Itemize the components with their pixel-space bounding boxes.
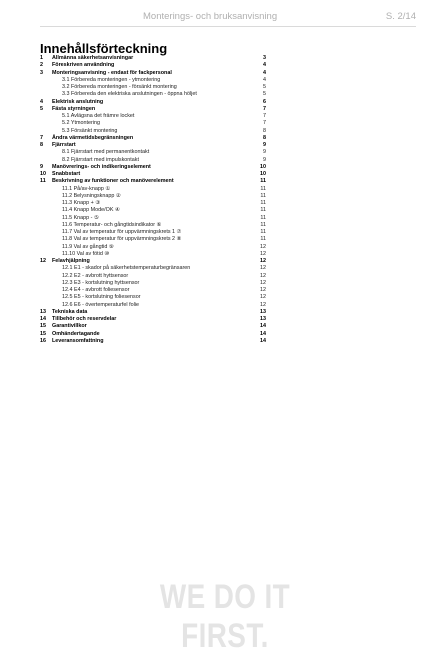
toc-entry[interactable]	[40, 70, 266, 77]
toc-entry-page: 12	[260, 265, 266, 272]
toc-entry-page: 5	[263, 91, 266, 98]
document-title: Monterings- och bruksanvisning	[143, 11, 278, 22]
toc-entry-page: 7	[263, 120, 266, 127]
toc-entry-number: 13	[40, 308, 46, 315]
toc-entry-page: 11	[260, 207, 266, 214]
toc-entry[interactable]	[40, 55, 266, 62]
toc-entry-title: 11.10 Val av fötid ⑩	[62, 250, 110, 257]
toc-entry-title: Tekniska data	[52, 308, 88, 315]
toc-entry-title: 11.1 På/av-knapp ①	[62, 185, 111, 192]
toc-entry-number: 10	[40, 171, 46, 177]
toc-entry-title: 8.2 Fjärrstart med impulskontakt	[62, 156, 139, 163]
toc-entry-page: 11	[260, 200, 266, 206]
toc-subentry[interactable]	[40, 222, 266, 229]
toc-entry-title: Garantivillkor	[52, 323, 87, 330]
toc-entry[interactable]	[40, 171, 266, 178]
toc-entry-title: 12.2 E2 - avbrott hyttsensor	[62, 272, 129, 279]
toc-subentry[interactable]	[40, 186, 266, 193]
toc-entry-title: 11.6 Temperatur- och gångtidsindikator ⑥	[62, 221, 162, 228]
toc-subentry[interactable]	[40, 229, 266, 236]
table-of-contents	[40, 55, 266, 345]
toc-entry-page: 12	[260, 243, 266, 250]
toc-entry-page: 11	[260, 236, 266, 243]
brand-slogan: WE DO IT FIRST.	[159, 578, 291, 655]
toc-entry-number: 15	[40, 323, 46, 330]
toc-entry[interactable]	[40, 178, 266, 185]
toc-entry-title: 11.9 Val av gångtid ⑨	[62, 243, 114, 250]
toc-entry-page: 5	[263, 84, 266, 90]
toc-entry-page: 14	[260, 323, 266, 330]
toc-entry-title: 5.1 Avlägsna det främre locket	[62, 113, 135, 119]
toc-entry-title: 11.5 Knapp - ⑤	[62, 214, 99, 221]
toc-entry-page: 4	[263, 69, 266, 76]
toc-subentry[interactable]	[40, 149, 266, 156]
toc-entry-title: 12.1 E1 - skador på säkerhetstemperaturbegränsaren	[62, 265, 191, 272]
toc-entry-number: 15	[40, 330, 46, 337]
toc-subentry[interactable]	[40, 120, 266, 127]
toc-entry-page: 10	[260, 171, 266, 177]
toc-entry-title: 12.3 E3 - kortslutning hyttsensor	[62, 279, 140, 286]
toc-entry-page: 4	[263, 76, 266, 83]
toc-heading: Innehållsförteckning	[40, 41, 168, 56]
toc-entry-title: Snabbstart	[52, 171, 81, 177]
toc-entry-page: 13	[260, 308, 266, 315]
toc-entry-page: 12	[260, 258, 266, 264]
toc-subentry[interactable]	[40, 215, 266, 222]
page-header	[0, 8, 446, 22]
toc-entry-title: 3.1 Förbereda monteringen - ytmontering	[62, 76, 161, 83]
toc-entry-title: 12.6 E6 - övertemperaturfel folie	[62, 301, 140, 308]
toc-entry-title: Beskrivning av funktioner och manöverelement	[52, 178, 174, 185]
toc-entry-page: 9	[263, 142, 266, 148]
toc-subentry[interactable]	[40, 294, 266, 301]
toc-entry-number: 1	[40, 55, 43, 61]
toc-entry[interactable]	[40, 309, 266, 316]
toc-entry-page: 12	[260, 272, 266, 279]
toc-subentry[interactable]	[40, 157, 266, 164]
toc-entry-page: 6	[263, 98, 266, 105]
toc-entry-title: Manövrerings- och indikeringselement	[52, 163, 151, 170]
toc-subentry[interactable]	[40, 244, 266, 251]
toc-entry-title: Elektrisk anslutning	[52, 98, 104, 105]
toc-entry-number: 14	[40, 316, 46, 322]
toc-entry-title: Fästa styrningen	[52, 105, 96, 112]
toc-entry[interactable]	[40, 316, 266, 323]
toc-entry-title: 5.2 Ytmontering	[62, 120, 100, 127]
toc-entry[interactable]	[40, 338, 266, 345]
toc-entry-number: 8	[40, 142, 43, 148]
toc-subentry[interactable]	[40, 280, 266, 287]
toc-entry-number: 16	[40, 337, 46, 344]
toc-entry-number: 2	[40, 62, 43, 69]
toc-entry-title: Allmänna säkerhetsanvisningar	[52, 55, 134, 61]
toc-entry-page: 7	[263, 105, 266, 112]
toc-entry-page: 12	[260, 287, 266, 293]
toc-entry-page: 11	[260, 221, 266, 228]
toc-subentry[interactable]	[40, 77, 266, 84]
toc-entry-page: 12	[260, 250, 266, 257]
toc-entry-title: 5.3 Försänkt montering	[62, 127, 118, 134]
toc-entry-page: 9	[263, 156, 266, 163]
toc-entry-title: Ändra värmetidsbegränsningen	[52, 134, 134, 141]
toc-entry-number: 12	[40, 258, 46, 264]
toc-entry-page: 10	[260, 163, 266, 170]
toc-subentry[interactable]	[40, 128, 266, 135]
toc-entry-page: 11	[260, 185, 266, 192]
toc-entry-page: 12	[260, 301, 266, 308]
toc-entry-title: 3.3 Förbereda den elektriska anslutningen - öppna höljet	[62, 91, 197, 98]
toc-entry-page: 4	[263, 62, 266, 69]
toc-subentry[interactable]	[40, 91, 266, 98]
toc-entry-page: 8	[263, 134, 266, 141]
toc-entry-title: Felavhjälpning	[52, 258, 90, 264]
toc-entry-title: Föreskriven användning	[52, 62, 115, 69]
toc-subentry[interactable]	[40, 302, 266, 309]
toc-entry-title: 11.2 Belysningsknapp ②	[62, 192, 121, 199]
toc-entry-title: 11.7 Val av temperatur för uppvärmningskrets 1 ⑦	[62, 229, 182, 235]
toc-entry[interactable]	[40, 99, 266, 106]
toc-entry-number: 11	[40, 178, 46, 185]
toc-entry[interactable]	[40, 164, 266, 171]
toc-entry-title: Omhändertagande	[52, 330, 100, 337]
toc-entry-title: Monteringsanvisning - endast för fackpersonal	[52, 69, 172, 76]
toc-entry-page: 14	[260, 330, 266, 337]
toc-subentry[interactable]	[40, 193, 266, 200]
toc-subentry[interactable]	[40, 236, 266, 243]
page-number: S. 2/14	[385, 11, 416, 22]
toc-subentry[interactable]	[40, 200, 266, 207]
toc-entry-number: 7	[40, 134, 43, 141]
toc-entry-title: 11.4 Knapp Mode/OK ④	[62, 207, 120, 214]
toc-entry-title: Leveransomfattning	[52, 337, 104, 344]
toc-entry-page: 7	[263, 113, 266, 119]
header-divider	[40, 26, 416, 27]
toc-subentry[interactable]	[40, 84, 266, 91]
toc-entry[interactable]	[40, 331, 266, 338]
toc-entry-page: 11	[260, 192, 266, 199]
toc-entry-number: 4	[40, 98, 43, 105]
toc-entry-title: 8.1 Fjärrstart med permanentkontakt	[62, 149, 150, 156]
toc-entry[interactable]	[40, 106, 266, 113]
toc-entry-page: 3	[263, 55, 266, 61]
toc-subentry[interactable]	[40, 273, 266, 280]
toc-subentry[interactable]	[40, 265, 266, 272]
toc-entry-title: 12.4 E4 - avbrott foliesensor	[62, 287, 130, 293]
toc-entry[interactable]	[40, 135, 266, 142]
toc-entry-title: 3.2 Förbereda monteringen - försänkt montering	[62, 84, 177, 90]
toc-entry-page: 11	[260, 178, 266, 185]
toc-entry-number: 9	[40, 163, 43, 170]
toc-entry-page: 12	[260, 279, 266, 286]
toc-entry-page: 11	[260, 214, 266, 221]
toc-entry-title: 11.3 Knapp + ③	[62, 200, 101, 206]
toc-entry[interactable]	[40, 142, 266, 149]
toc-entry-number: 5	[40, 105, 43, 112]
toc-entry-page: 9	[263, 149, 266, 156]
toc-entry-page: 8	[263, 127, 266, 134]
toc-entry-title: 11.8 Val av temperatur för uppvärmningskrets 2 ⑧	[62, 236, 182, 243]
toc-entry-page: 13	[260, 316, 266, 322]
toc-entry[interactable]	[40, 323, 266, 330]
toc-entry-number: 3	[40, 69, 43, 76]
toc-entry[interactable]	[40, 62, 266, 69]
toc-entry-title: Fjärrstart	[52, 142, 76, 148]
toc-entry-page: 12	[260, 294, 266, 301]
toc-subentry[interactable]	[40, 251, 266, 258]
toc-entry-title: 12.5 E5 - kortslutning foliesensor	[62, 294, 141, 301]
toc-entry-page: 14	[260, 337, 266, 344]
toc-entry-title: Tillbehör och reservdelar	[52, 316, 117, 322]
toc-entry-page: 11	[260, 229, 266, 235]
toc-subentry[interactable]	[40, 207, 266, 214]
toc-subentry[interactable]	[40, 113, 266, 120]
toc-subentry[interactable]	[40, 287, 266, 294]
